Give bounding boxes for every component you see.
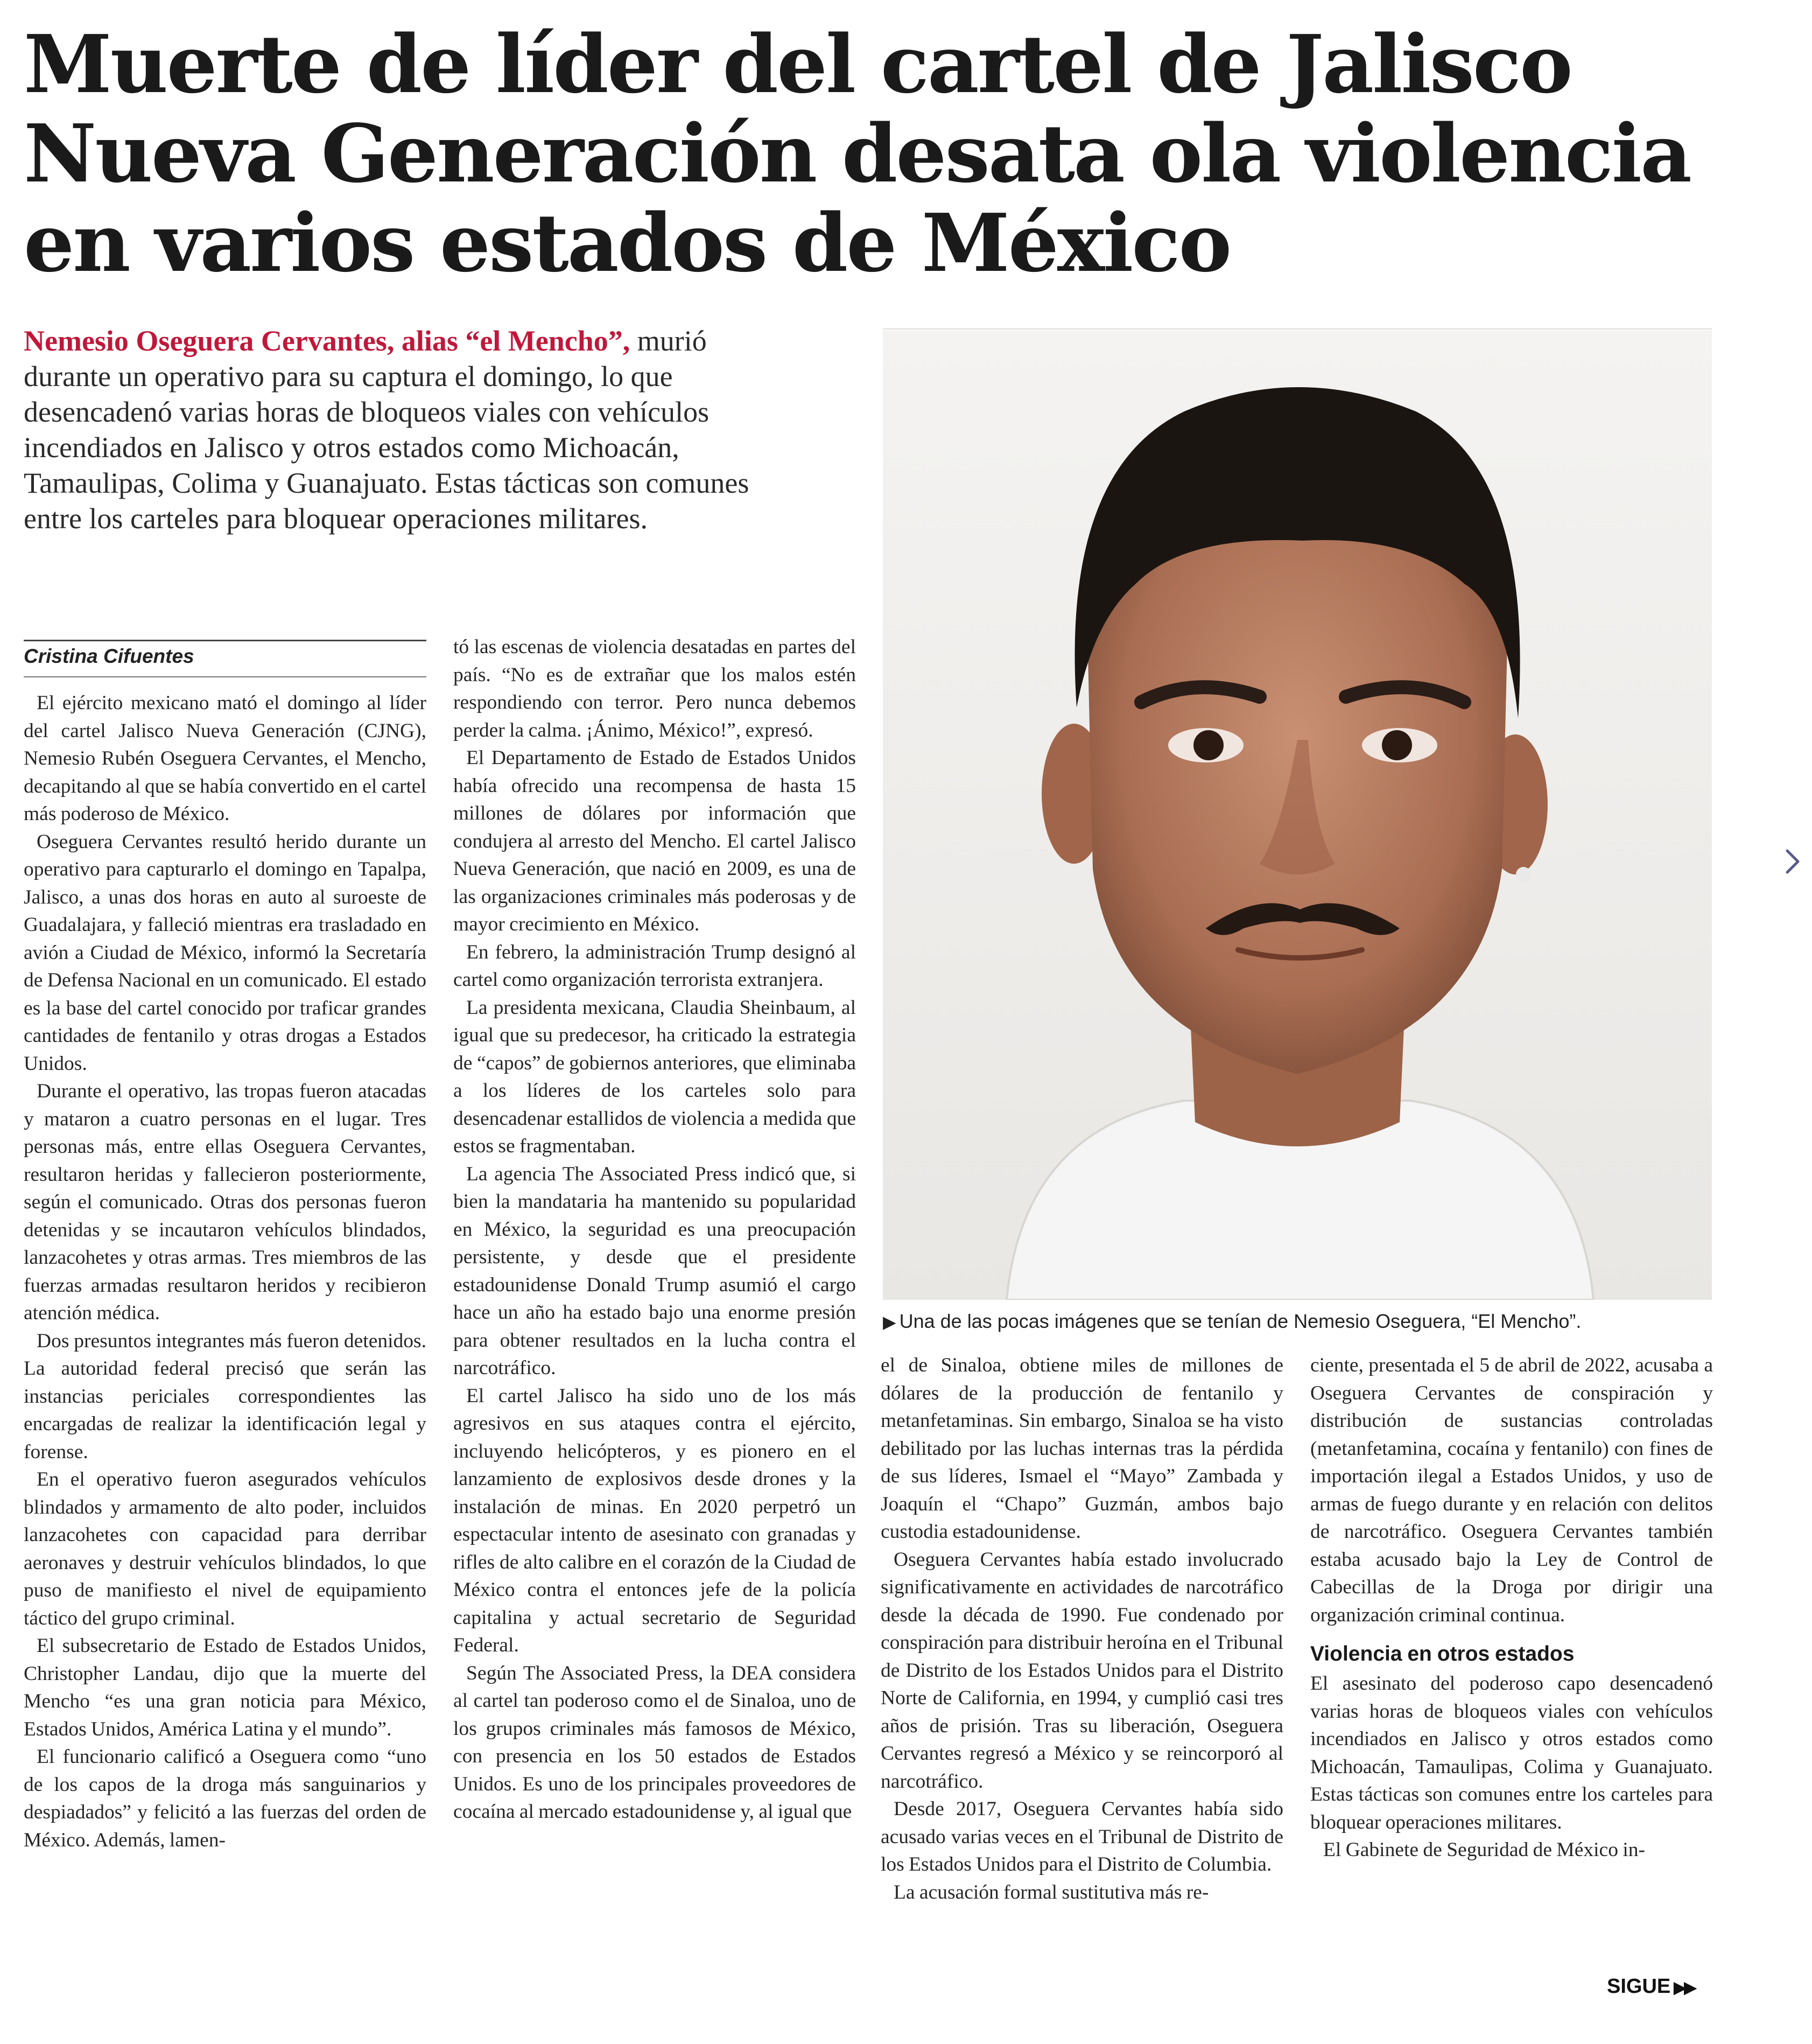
paragraph: el de Sinaloa, obtiene miles de millones de dólares de la producción de fentanilo y metanfetaminas. Sin embargo, Sinaloa se ha visto debilitado por las luchas internas tras la pérdida de sus líderes, Ismael el “Mayo” Zambada y Joaquín el “Chapo” Guzmán, ambos bajo custodia estadounidense.: [881, 1354, 1283, 1543]
chevron-right-icon[interactable]: [1782, 846, 1803, 877]
paragraph: tó las escenas de violencia desatadas en partes del país. “No es de extrañar que los malos estén respondiendo con terror. Pero nunca debemos perder la calma. ¡Ánimo, México!”, expresó.: [453, 636, 856, 741]
paragraph: Según The Associated Press, la DEA considera al cartel tan poderoso como el de Sinaloa, uno de los grupos criminales más famosos de México, con presencia en los 50 estados de Estados Unidos. Es uno de los principales proveedores de cocaína al mercado estadounidense y, al igual que: [453, 1662, 856, 1823]
paragraph: El cartel Jalisco ha sido uno de los más agresivos en sus ataques contra el ejército, incluyendo helicópteros, y es pionero en el lanzamiento de explosivos desde drones y la instalación de minas. En 2020 perpetró un espectacular intento de asesinato con granadas y rifles de alto calibre en el corazón de la Ciudad de México contra el entonces jefe de la policía capitalina y actual secretario de Seguridad Federal.: [453, 1384, 856, 1656]
byline-top-rule: [24, 640, 426, 641]
article-column-2: [453, 633, 856, 1826]
double-arrow-icon: ▶▶: [1674, 1979, 1695, 1997]
sigue-label: SIGUE: [1607, 1975, 1671, 1998]
article-column-4: [1310, 1352, 1713, 1864]
paragraph: El subsecretario de Estado de Estados Unidos, Christopher Landau, dijo que la muerte del Mencho “es una gran noticia para México, Estados Unidos, América Latina y el mundo”.: [24, 1635, 426, 1740]
headline: Muerte de líder del cartel de Jalisco Nueva Generación desata ola violencia en varios estados de México: [24, 17, 1691, 290]
lead-text: murió durante un operativo para su captura el domingo, lo que desencadenó varias horas de bloqueos viales con vehículos incendiados en Jalisco y otros estados como Michoacán, Tamaulipas, Colima y Guanajuato. Estas tácticas son comunes entre los carteles para bloquear operaciones militares.: [24, 325, 749, 535]
paragraph: Durante el operativo, las tropas fueron atacadas y mataron a cuatro personas en el lugar. Tres personas más, entre ellas Oseguera Cervantes, resultaron heridas y fallecieron posteriormente, según el comunicado. Otras dos personas fueron detenidas y se incautaron vehículos blindados, lanzacohetes y otras armas. Tres miembros de las fuerzas armadas resultaron heridos y recibieron atención médica.: [24, 1080, 426, 1324]
lead-paragraph: [24, 323, 788, 536]
lead-highlight-name: Nemesio Oseguera Cervantes, alias “el Mencho”,: [24, 325, 630, 357]
article-column-1: [24, 689, 426, 1854]
paragraph: En febrero, la administración Trump designó al cartel como organización terrorista extranjera.: [453, 941, 856, 991]
paragraph: El asesinato del poderoso capo desencadenó varias horas de bloqueos viales con vehículos incendiados en Jalisco y otros estados como Michoacán, Tamaulipas, Colima y Guanajuato. Estas tácticas son comunes entre los carteles para bloquear operaciones militares.: [1310, 1672, 1713, 1833]
caption-text: Una de las pocas imágenes que se tenían de Nemesio Oseguera, “El Mencho”.: [899, 1310, 1582, 1332]
byline-bottom-rule: [24, 676, 426, 677]
paragraph: Oseguera Cervantes había estado involucrado significativamente en actividades de narcotráfico desde la década de 1990. Fue condenado por conspiración para distribuir heroína en el Tribunal de Distrito de los Estados Unidos para el Distrito Norte de California, en 1994, y cumplió casi tres años de prisión. Tras su liberación, Oseguera Cervantes regresó a México y se reincorporó al narcotráfico.: [881, 1548, 1283, 1793]
paragraph: El Gabinete de Seguridad de México in-: [1323, 1839, 1645, 1861]
section-subheading: Violencia en otros estados: [1310, 1642, 1575, 1665]
portrait-illustration: [883, 331, 1712, 1300]
paragraph: El Departamento de Estado de Estados Unidos había ofrecido una recompensa de hasta 15 millones de dólares por información que condujera al arresto del Mencho. El cartel Jalisco Nueva Generación, que nació en 2009, es una de las organizaciones criminales más poderosas y de mayor crecimiento en México.: [453, 747, 856, 935]
paragraph: ciente, presentada el 5 de abril de 2022, acusaba a Oseguera Cervantes de conspiración y distribución de sustancias controladas (metanfetamina, cocaína y fentanilo) con fines de importación ilegal a Estados Unidos, y uso de armas de fuego durante y en relación con delitos de narcotráfico. Oseguera Cervantes también estaba acusado bajo la Ley de Control de Cabecillas de la Droga por dirigir una organización criminal continua.: [1310, 1354, 1713, 1626]
paragraph: Desde 2017, Oseguera Cervantes había sido acusado varias veces en el Tribunal de Distrito de los Estados Unidos para el Distrito de Columbia.: [881, 1798, 1283, 1875]
paragraph: En el operativo fueron asegurados vehículos blindados y armamento de alto poder, incluidos lanzacohetes con capacidad para derribar aeronaves y destruir vehículos blindados, lo que puso de manifiesto el nivel de equipamiento táctico del grupo criminal.: [24, 1468, 426, 1629]
article-column-3: [881, 1352, 1283, 1906]
photo-top-rule: [883, 328, 1712, 330]
byline: Cristina Cifuentes: [24, 645, 194, 667]
paragraph: El funcionario calificó a Oseguera como “uno de los capos de la droga más sanguinarios y despiadados” y felicitó a las fuerzas del orden de México. Además, lamen-: [24, 1746, 426, 1851]
paragraph: La agencia The Associated Press indicó que, si bien la mandataria ha mantenido su popularidad en México, la seguridad es una preocupación persistente, y desde que el presidente estadounidense Donald Trump asumió el cargo hace un año ha estado bajo una enorme presión para obtener resultados en la lucha contra el narcotráfico.: [453, 1163, 856, 1379]
paragraph: El ejército mexicano mató el domingo al líder del cartel Jalisco Nueva Generación (CJNG), Nemesio Rubén Oseguera Cervantes, el Mencho, decapitando al que se había convertido en el cartel más poderoso de México.: [24, 692, 426, 825]
portrait-photo: [883, 331, 1712, 1300]
paragraph: Dos presuntos integrantes más fueron detenidos. La autoridad federal precisó que serán las instancias periciales correspondientes las encargadas de realizar la identificación legal y forense.: [24, 1329, 426, 1463]
paragraph: La presidenta mexicana, Claudia Sheinbaum, al igual que su predecesor, ha criticado la estrategia de “capos” de gobiernos anteriores, que eliminaba a los líderes de los carteles solo para desencadenar estallidos de violencia a medida que estos se fragmentaban.: [453, 996, 856, 1157]
paragraph: La acusación formal sustitutiva más re-: [894, 1881, 1209, 1903]
continue-marker: [1607, 1975, 1694, 1998]
caption-marker-icon: ▶: [883, 1312, 896, 1332]
paragraph: Oseguera Cervantes resultó herido durante un operativo para capturarlo el domingo en Tapalpa, Jalisco, a unas dos horas en auto al suroeste de Guadalajara, y falleció mientras era trasladado en avión a Ciudad de México, informó la Secretaría de Defensa Nacional en un comunicado. El estado es la base del cartel conocido por traficar grandes cantidades de fentanilo y otras drogas a Estados Unidos.: [24, 830, 426, 1075]
photo-caption: [883, 1310, 1723, 1334]
